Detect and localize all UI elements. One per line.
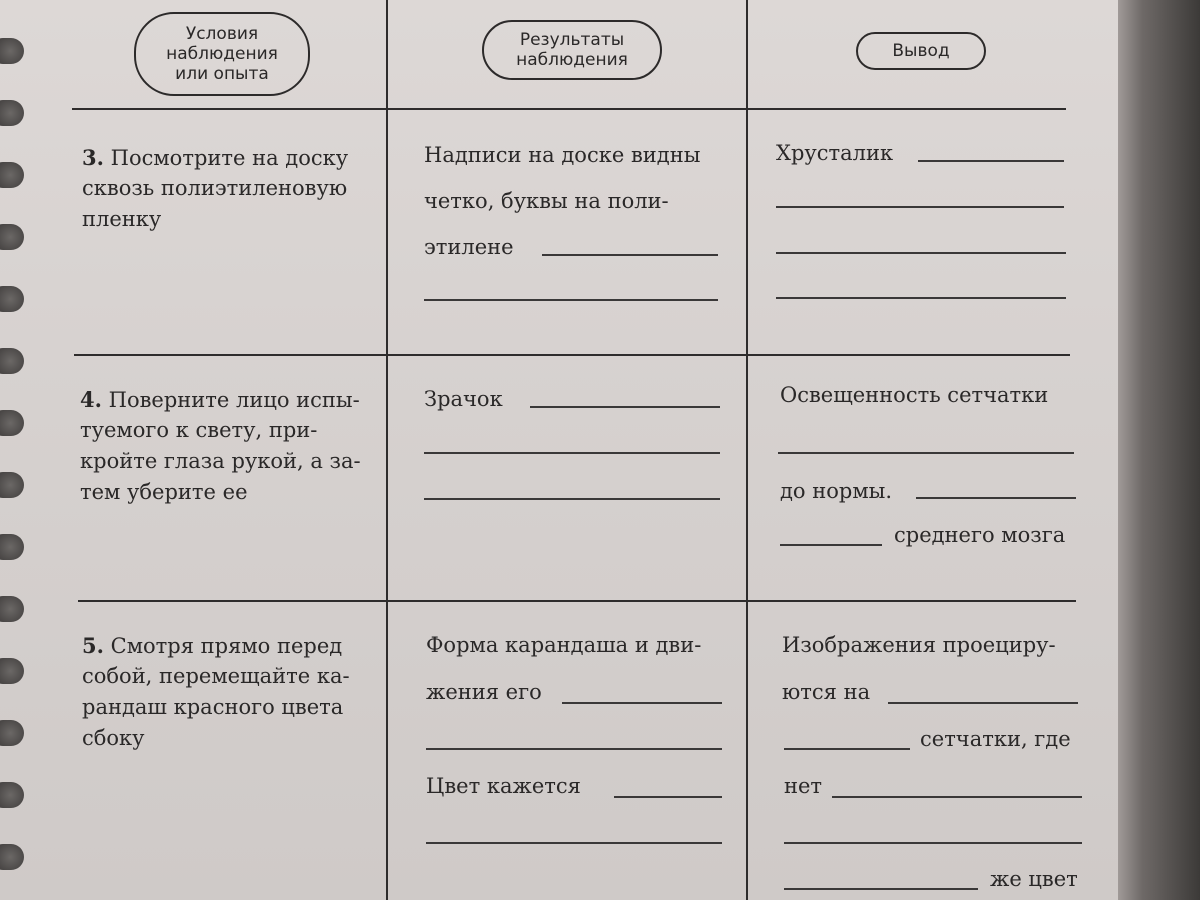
- answer-blank[interactable]: [918, 160, 1064, 162]
- header-results: Результаты наблюдения: [482, 20, 662, 80]
- row3-result-line: этилене: [424, 235, 514, 259]
- answer-blank[interactable]: [424, 452, 720, 454]
- header-conclusion: Вывод: [856, 32, 986, 70]
- row5-number: 5.: [82, 633, 104, 658]
- binding-hole: [0, 720, 24, 746]
- binding-hole: [0, 534, 24, 560]
- row4-conclusion-line: до нормы.: [780, 479, 893, 503]
- answer-blank[interactable]: [426, 842, 722, 844]
- binding-hole: [0, 38, 24, 64]
- row4-condition-line: кройте глаза рукой, а за-: [80, 449, 361, 473]
- table-row-divider: [74, 354, 1070, 356]
- row3-result-line: четко, буквы на поли-: [424, 189, 669, 213]
- answer-blank[interactable]: [530, 406, 720, 408]
- answer-blank[interactable]: [562, 702, 722, 704]
- answer-blank[interactable]: [426, 748, 722, 750]
- row5-condition-line: собой, перемещайте ка-: [82, 664, 350, 688]
- page-edge-shadow: [1118, 0, 1200, 900]
- row4-result-line: Зрачок: [424, 387, 503, 411]
- binding-hole: [0, 782, 24, 808]
- row5-conclusion-line: нет: [784, 774, 823, 798]
- row5-condition-line: 5. Смотря прямо перед: [82, 633, 343, 658]
- row3-conclusion-line: Хрусталик: [776, 141, 894, 165]
- row5-result-line: Форма карандаша и дви-: [426, 633, 702, 657]
- row5-conclusion-line: же цвет: [990, 867, 1078, 891]
- row5-result-line: жения его: [426, 680, 542, 704]
- binding-hole: [0, 410, 24, 436]
- row5-conclusion-line: ются на: [782, 680, 871, 704]
- table-header-divider: [72, 108, 1066, 110]
- row4-conclusion-line: Освещенность сетчатки: [780, 383, 1049, 407]
- binding-hole: [0, 224, 24, 250]
- answer-blank[interactable]: [784, 748, 910, 750]
- answer-blank[interactable]: [776, 252, 1066, 254]
- answer-blank[interactable]: [776, 206, 1064, 208]
- row4-condition-line: тем уберите ее: [80, 480, 248, 504]
- answer-blank[interactable]: [424, 498, 720, 500]
- header-conditions: Условия наблюдения или опыта: [134, 12, 310, 96]
- binding-hole: [0, 286, 24, 312]
- table-column-divider: [386, 0, 388, 900]
- binding-hole: [0, 658, 24, 684]
- row3-number: 3.: [82, 145, 104, 170]
- row3-condition-line: сквозь полиэтиленовую: [82, 176, 348, 200]
- row3-condition-line: пленку: [82, 207, 162, 231]
- answer-blank[interactable]: [916, 497, 1076, 499]
- row3-condition-line: 3. Посмотрите на доску: [82, 145, 349, 170]
- answer-blank[interactable]: [542, 254, 718, 256]
- answer-blank[interactable]: [832, 796, 1082, 798]
- binding-hole: [0, 596, 24, 622]
- row3-result-line: Надписи на доске видны: [424, 143, 701, 167]
- answer-blank[interactable]: [784, 888, 978, 890]
- answer-blank[interactable]: [780, 544, 882, 546]
- row4-conclusion-line: среднего мозга: [894, 523, 1066, 547]
- row4-condition-line: 4. Поверните лицо испы-: [80, 387, 360, 412]
- table-column-divider: [746, 0, 748, 900]
- row5-conclusion-line: сетчатки, где: [920, 727, 1071, 751]
- answer-blank[interactable]: [424, 299, 718, 301]
- table-row-divider: [78, 600, 1076, 602]
- row5-conclusion-line: Изображения проециру-: [782, 633, 1056, 657]
- answer-blank[interactable]: [888, 702, 1078, 704]
- row5-result-line: Цвет кажется: [426, 774, 581, 798]
- binding-hole: [0, 162, 24, 188]
- answer-blank[interactable]: [776, 297, 1066, 299]
- row5-condition-line: рандаш красного цвета: [82, 695, 344, 719]
- row4-number: 4.: [80, 387, 102, 412]
- row5-condition-line: сбоку: [82, 726, 145, 750]
- binding-hole: [0, 472, 24, 498]
- row4-condition-line: туемого к свету, при-: [80, 418, 318, 442]
- binding-hole: [0, 100, 24, 126]
- answer-blank[interactable]: [784, 842, 1082, 844]
- binding-hole: [0, 844, 24, 870]
- binding-hole: [0, 348, 24, 374]
- answer-blank[interactable]: [614, 796, 722, 798]
- answer-blank[interactable]: [778, 452, 1074, 454]
